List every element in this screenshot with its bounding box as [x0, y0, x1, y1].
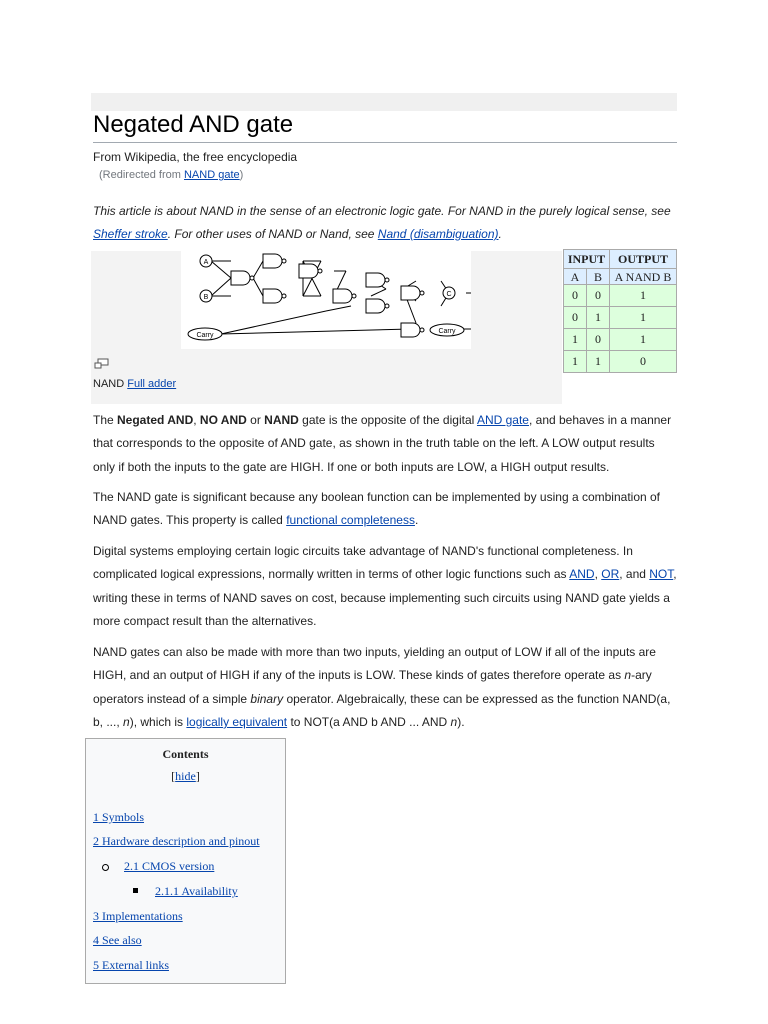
magnify-icon[interactable]: [94, 357, 110, 375]
hatnote: [93, 200, 677, 246]
bold-term: Negated AND: [117, 413, 194, 427]
paragraph-text: operator. Algebraically, these can be expressed as the function NAND(a, b, ...,: [93, 691, 671, 729]
paragraph-text: to NOT(a AND b AND ... AND: [287, 714, 451, 729]
paragraph-text: NAND gates can also be made with more than two inputs, yielding an output of LOW if all of the inputs are HIGH, and an output of HIGH if any of the inputs is LOW. These kinds of gates therefore operate as: [93, 645, 656, 683]
nand-gate-shape: [366, 273, 385, 287]
paragraph-text: ).: [457, 714, 465, 729]
toc-item-see-also[interactable]: 4 See also: [93, 933, 142, 947]
page-title: Negated AND gate: [93, 110, 677, 143]
toc-bracket: ]: [195, 769, 200, 783]
and-link[interactable]: AND: [569, 567, 595, 582]
col-b-header: B: [587, 269, 610, 285]
paragraph-text: The: [93, 413, 118, 427]
table-row: [564, 285, 677, 307]
input-b-label: B: [203, 294, 209, 301]
paragraph-text: , and: [619, 567, 650, 582]
toc-hide-link[interactable]: hide: [175, 769, 196, 783]
bold-term: NAND: [264, 413, 299, 427]
carry-out-label: Carry: [438, 328, 456, 335]
caption-text: NAND: [93, 378, 128, 390]
full-adder-diagram[interactable]: [181, 251, 471, 349]
nand-gate-shape: [333, 289, 352, 303]
toc-title: Contents: [162, 747, 209, 761]
paragraph-text: -ary operators instead of a simple: [93, 668, 652, 706]
toc-item-availability[interactable]: 2.1.1 Availability: [155, 884, 238, 898]
redirect-link[interactable]: NAND gate: [183, 169, 240, 181]
paragraph-text: ,: [594, 567, 602, 582]
paragraph-text: or: [246, 413, 265, 427]
table-cell: 0: [587, 285, 610, 307]
input-a-label: A: [203, 259, 209, 266]
or-link[interactable]: OR: [601, 567, 620, 582]
paragraph-text: ), which is: [129, 714, 187, 729]
table-cell: 1: [587, 307, 610, 329]
table-cell: 0: [587, 329, 610, 351]
col-out-header: A NAND B: [610, 269, 677, 285]
table-cell: 1: [610, 285, 677, 307]
table-cell: 0: [610, 351, 677, 373]
nand-gate-shape: [299, 264, 318, 278]
nand-gate-shape: [366, 299, 385, 313]
paragraph-digital-systems: [93, 540, 677, 633]
table-cell: 1: [610, 329, 677, 351]
toc-bullet-circle: [102, 864, 109, 871]
paragraph-intro: [93, 409, 677, 479]
toc-item-implementations[interactable]: 3 Implementations: [93, 909, 183, 923]
table-cell: 0: [564, 285, 587, 307]
nand-gate-shape: [263, 254, 282, 268]
not-link[interactable]: NOT: [649, 567, 674, 582]
italic-term: n: [450, 714, 458, 729]
sheffer-stroke-link[interactable]: Sheffer stroke: [93, 227, 168, 241]
truth-table-header-row: [564, 250, 677, 269]
nand-gate-shape: [263, 289, 282, 303]
toc-item-cmos[interactable]: 2.1 CMOS version: [124, 859, 215, 873]
table-cell: 1: [587, 351, 610, 373]
logically-equivalent-link[interactable]: logically equivalent: [186, 714, 288, 729]
italic-term: binary: [250, 691, 284, 706]
bold-term: NO AND: [199, 413, 247, 427]
toc-hide-toggle: [86, 769, 285, 784]
input-header: INPUT: [564, 250, 610, 269]
hatnote-text: This article is about NAND in the sense of an electronic logic gate. For NAND in the purely logical sense, see: [93, 204, 671, 218]
truth-table-subheader-row: [564, 269, 677, 285]
nand-disambiguation-link[interactable]: Nand (disambiguation): [377, 227, 499, 241]
toc-bracket: [: [171, 769, 176, 783]
table-cell: 0: [564, 307, 587, 329]
paragraph-significance: [93, 486, 677, 533]
nand-gate-shape: [231, 271, 250, 285]
output-c-label: C: [446, 291, 452, 298]
italic-term: n: [123, 714, 130, 729]
magnify-icon-svg: [94, 358, 110, 370]
toc-item-symbols[interactable]: 1 Symbols: [93, 810, 145, 824]
redirect-note: [99, 169, 243, 181]
hatnote-text: .: [498, 227, 502, 241]
paragraph-text: The NAND gate is significant because any boolean function can be implemented by using a combination of NAND gates. This property is called: [93, 490, 661, 528]
carry-in-label: Carry: [196, 332, 214, 339]
table-cell: 1: [564, 351, 587, 373]
col-a-header: A: [564, 269, 587, 285]
nand-gate-shape: [401, 286, 420, 300]
paragraph-text: .: [414, 513, 419, 528]
figure-caption: [93, 378, 176, 390]
toc-item-external-links[interactable]: 5 External links: [93, 958, 169, 972]
paragraph-text: , and behaves in a manner that corresponds to the opposite of AND gate, as shown in the truth table on the left. A LOW output results only if both the inputs to the gate are HIGH. If one or both inputs are LOW, a HIGH output results.: [93, 413, 672, 474]
and-gate-link[interactable]: AND gate: [476, 413, 529, 427]
table-row: [564, 329, 677, 351]
table-row: [564, 307, 677, 329]
hatnote-text: . For other uses of NAND or Nand, see: [167, 227, 378, 241]
table-row: [564, 351, 677, 373]
site-tagline: From Wikipedia, the free encyclopedia: [93, 150, 298, 164]
paragraph-text: ,: [193, 413, 200, 427]
circuit-terminals: [188, 255, 464, 340]
full-adder-link[interactable]: Full adder: [127, 378, 177, 390]
nand-gate-shape: [401, 323, 420, 337]
italic-term: n: [624, 668, 632, 683]
redirect-prefix: (Redirected from: [99, 169, 184, 181]
top-bar: [91, 93, 677, 111]
redirect-suffix: ): [239, 169, 244, 181]
full-adder-figure: [91, 251, 562, 404]
paragraph-multi-input: [93, 641, 677, 734]
toc-item-hardware[interactable]: 2 Hardware description and pinout: [93, 834, 260, 848]
paragraph-text: Digital systems employing certain logic circuits take advantage of NAND's functional completeness. In complicated logical expressions, normally written in terms of other logic functions such as: [93, 544, 633, 582]
paragraph-text: , writing these in terms of NAND saves on cost, because implementing such circuits using NAND gate yields a more compact result than the alternatives.: [93, 567, 677, 628]
table-cell: 1: [564, 329, 587, 351]
functional-completeness-link[interactable]: functional completeness: [286, 513, 415, 528]
table-of-contents: [85, 738, 286, 984]
circuit-svg: [181, 251, 471, 349]
truth-table: [563, 249, 677, 373]
output-header: OUTPUT: [610, 250, 677, 269]
paragraph-text: gate is the opposite of the digital: [298, 413, 477, 427]
table-cell: 1: [610, 307, 677, 329]
toc-bullet-square: [133, 888, 138, 893]
